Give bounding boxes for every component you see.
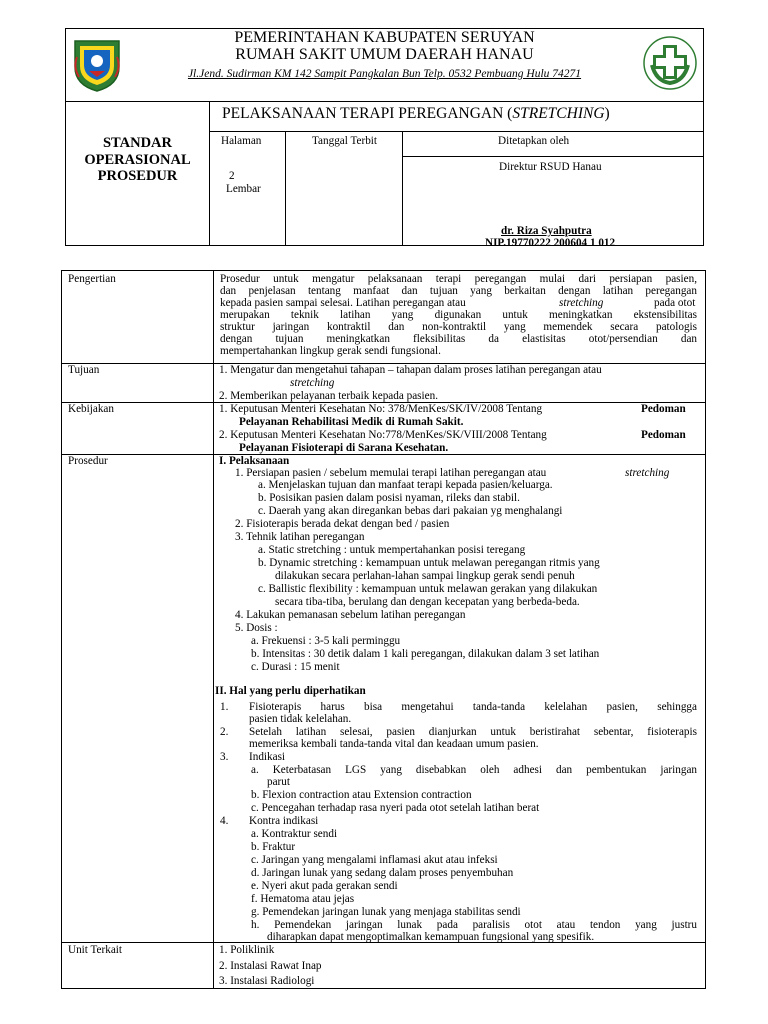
director-title: Direktur RSUD Hanau bbox=[499, 161, 602, 173]
title-italic: STRETCHING bbox=[512, 105, 605, 122]
hal-line: b. Fraktur bbox=[251, 841, 296, 853]
hal-line: c. Pencegahan terhadap rasa nyeri pada otot setelah latihan berat bbox=[251, 802, 540, 814]
hal-line: b. Flexion contraction atau Extension contraction bbox=[251, 789, 472, 801]
prosedur-line: b. Intensitas : 30 detik dalam 1 kali peregangan, dilakukan dalam 3 set latihan bbox=[251, 648, 600, 660]
hal-line: f. Hematoma atau jejas bbox=[251, 893, 355, 905]
halaman-value: 2 bbox=[229, 170, 235, 182]
hal-number: 3. bbox=[220, 751, 229, 763]
prosedur-line: a. Frekuensi : 3-5 kali perminggu bbox=[251, 635, 401, 647]
prosedur-line: a. Menjelaskan tujuan dan manfaat terapi kepada pasien/keluarga. bbox=[258, 479, 553, 491]
prosedur-line: 5. Dosis : bbox=[235, 622, 278, 634]
title-cell bbox=[209, 101, 704, 131]
prosedur-line: c. Durasi : 15 menit bbox=[251, 661, 340, 673]
kebijakan-label: Kebijakan bbox=[68, 403, 114, 415]
prosedur-line: a. Static stretching : untuk mempertahankan posisi teregang bbox=[258, 544, 526, 556]
tujuan-italic: stretching bbox=[290, 377, 335, 389]
prosedur-heading-2: II. Hal yang perlu diperhatikan bbox=[215, 685, 366, 697]
hal-line: c. Jaringan yang mengalami inflamasi akut atau infeksi bbox=[251, 854, 498, 866]
pengertian-line: merupakan teknik latihan yang digunakan untuk meningkatkan ekstensibilitas bbox=[220, 309, 697, 321]
tujuan-item: 1. Mengatur dan mengetahui tahapan – tahapan dalam proses latihan peregangan atau bbox=[219, 364, 602, 376]
kebijakan-item: 1. Keputusan Menteri Kesehatan No: 378/MenKes/SK/IV/2008 Tentang bbox=[219, 403, 543, 415]
title-close: ) bbox=[604, 105, 610, 122]
tujuan-label: Tujuan bbox=[68, 364, 100, 376]
hal-line: a. Kontraktur sendi bbox=[251, 828, 338, 840]
kebijakan-bold: Pedoman bbox=[641, 429, 686, 441]
ditetapkan-header: Ditetapkan oleh bbox=[498, 135, 570, 147]
halaman-unit: Lembar bbox=[226, 183, 261, 195]
pengertian-line: struktur jaringan kontraktil dan non-kontraktil yang memendek secara patologis bbox=[220, 321, 697, 333]
hal-line: g. Pemendekan jaringan lunak yang menjaga stabilitas sendi bbox=[251, 906, 521, 918]
hal-line: Kontra indikasi bbox=[249, 815, 319, 827]
unit-item: 1. Poliklinik bbox=[219, 944, 275, 956]
kebijakan-bold: Pedoman bbox=[641, 403, 686, 415]
sop-label-cell bbox=[66, 102, 210, 245]
regency-emblem-icon bbox=[71, 37, 123, 93]
halaman-header: Halaman bbox=[221, 135, 262, 147]
prosedur-line: 1. Persiapan pasien / sebelum memulai terapi latihan peregangan atau bbox=[235, 467, 547, 479]
pengertian-line: dengan tujuan meningkatkan fleksibilitas da elastisitas otot/persendian dan bbox=[220, 333, 697, 345]
halaman-cell bbox=[209, 131, 286, 246]
hal-line: diharapkan dapat mengoptimalkan kemampuan fungsional yang spesifik. bbox=[267, 931, 595, 943]
unit-label: Unit Terkait bbox=[68, 944, 123, 956]
kebijakan-bold: Pelayanan Rehabilitasi Medik di Rumah Sakit. bbox=[239, 416, 464, 428]
hal-line: d. Jaringan lunak yang sedang dalam proses penyembuhan bbox=[251, 867, 514, 879]
document-title bbox=[222, 105, 610, 123]
pengertian-italic: stretching bbox=[559, 297, 604, 309]
unit-item: 3. Instalasi Radiologi bbox=[219, 975, 315, 987]
hospital-name: RUMAH SAKIT UMUM DAERAH HANAU bbox=[235, 46, 534, 63]
bakti-husada-logo-icon bbox=[642, 35, 698, 91]
institution-banner bbox=[66, 29, 703, 102]
director-name: dr. Riza Syahputra bbox=[501, 225, 592, 237]
pengertian-line: mempertahankan lingkup gerak sendi fungsional. bbox=[220, 345, 441, 357]
prosedur-line: b. Dynamic stretching : kemampuan untuk melawan peregangan ritmis yang bbox=[258, 557, 600, 569]
hal-line: Indikasi bbox=[249, 751, 286, 763]
director-nip: NIP.19770222 200604 1 012 bbox=[485, 237, 616, 249]
sop-line-1: STANDAR bbox=[102, 135, 173, 151]
hal-line: Setelah latihan selesai, pasien dianjurkan untuk beristirahat sebentar, fisioterapis bbox=[249, 726, 697, 738]
tanggal-header: Tanggal Terbit bbox=[312, 135, 378, 147]
prosedur-heading-1: I. Pelaksanaan bbox=[219, 455, 290, 467]
hal-line: memeriksa kembali tanda-tanda vital dan keadaan umum pasien. bbox=[249, 738, 539, 750]
unit-item: 2. Instalasi Rawat Inap bbox=[219, 960, 322, 972]
sop-line-2: OPERASIONAL bbox=[84, 151, 191, 168]
prosedur-label: Prosedur bbox=[68, 455, 108, 467]
pengertian-line: Prosedur untuk mengatur pelaksanaan terapi peregangan mulai dari persiapan pasien, bbox=[220, 273, 697, 285]
sop-line-3: PROSEDUR bbox=[97, 168, 178, 185]
hal-line: e. Nyeri akut pada gerakan sendi bbox=[251, 880, 398, 892]
title-text: PELAKSANAAN TERAPI PEREGANGAN ( bbox=[222, 105, 513, 122]
pengertian-line: pada otot bbox=[654, 297, 696, 309]
prosedur-line: 2. Fisioterapis berada dekat dengan bed / pasien bbox=[235, 518, 450, 530]
sop-content-table bbox=[61, 270, 706, 989]
prosedur-line: secara tiba-tiba, berulang dan dengan kecepatan yang berbeda-beda. bbox=[275, 596, 580, 608]
prosedur-line: c. Ballistic flexibility : kemampuan untuk melawan gerakan yang dilakukan bbox=[258, 583, 598, 595]
prosedur-line: c. Daerah yang akan diregankan bebas dari pakaian yg menghalangi bbox=[258, 505, 563, 517]
kebijakan-bold: Pelayanan Fisioterapi di Sarana Kesehatan. bbox=[239, 442, 449, 454]
prosedur-line: dilakukan secara perlahan-lahan sampai lingkup gerak sendi penuh bbox=[275, 570, 575, 582]
pengertian-line: kepada pasien sampai selesai. Latihan peregangan atau bbox=[220, 297, 466, 309]
hal-number: 1. bbox=[220, 701, 229, 713]
document-header bbox=[65, 28, 704, 249]
government-name: PEMERINTAHAN KABUPATEN SERUYAN bbox=[234, 29, 535, 46]
hal-line: pasien tidak kelelahan. bbox=[249, 713, 352, 725]
prosedur-italic: stretching bbox=[625, 467, 670, 479]
hal-line: parut bbox=[267, 776, 290, 788]
pengertian-label: Pengertian bbox=[68, 273, 116, 285]
ditetapkan-cell bbox=[402, 131, 703, 249]
tanggal-cell bbox=[285, 131, 403, 246]
hal-number: 4. bbox=[220, 815, 229, 827]
prosedur-line: b. Posisikan pasien dalam posisi nyaman, rileks dan stabil. bbox=[258, 492, 520, 504]
hal-line: h. Pemendekan jaringan lunak pada paralisis otot atau tendon yang justru bbox=[251, 919, 697, 931]
hal-line: Fisioterapis harus bisa mengetahui tanda-tanda kelelahan pasien, sehingga bbox=[249, 701, 697, 713]
pengertian-line: dan penjelasan tentang manfaat dan tujuan yang berkaitan dengan latihan peregangan bbox=[220, 285, 697, 297]
hal-line: a. Keterbatasan LGS yang disebabkan oleh adhesi dan pembentukan jaringan bbox=[251, 764, 697, 776]
hal-number: 2. bbox=[220, 726, 229, 738]
tujuan-item: 2. Memberikan pelayanan terbaik kepada pasien. bbox=[219, 390, 438, 402]
prosedur-line: 3. Tehnik latihan peregangan bbox=[235, 531, 365, 543]
hospital-address: Jl.Jend. Sudirman KM 142 Sampit Pangkalan Bun Telp. 0532 Pembuang Hulu 74271 bbox=[187, 68, 582, 80]
kebijakan-item: 2. Keputusan Menteri Kesehatan No:778/MenKes/SK/VIII/2008 Tentang bbox=[219, 429, 547, 441]
prosedur-line: 4. Lakukan pemanasan sebelum latihan peregangan bbox=[235, 609, 466, 621]
